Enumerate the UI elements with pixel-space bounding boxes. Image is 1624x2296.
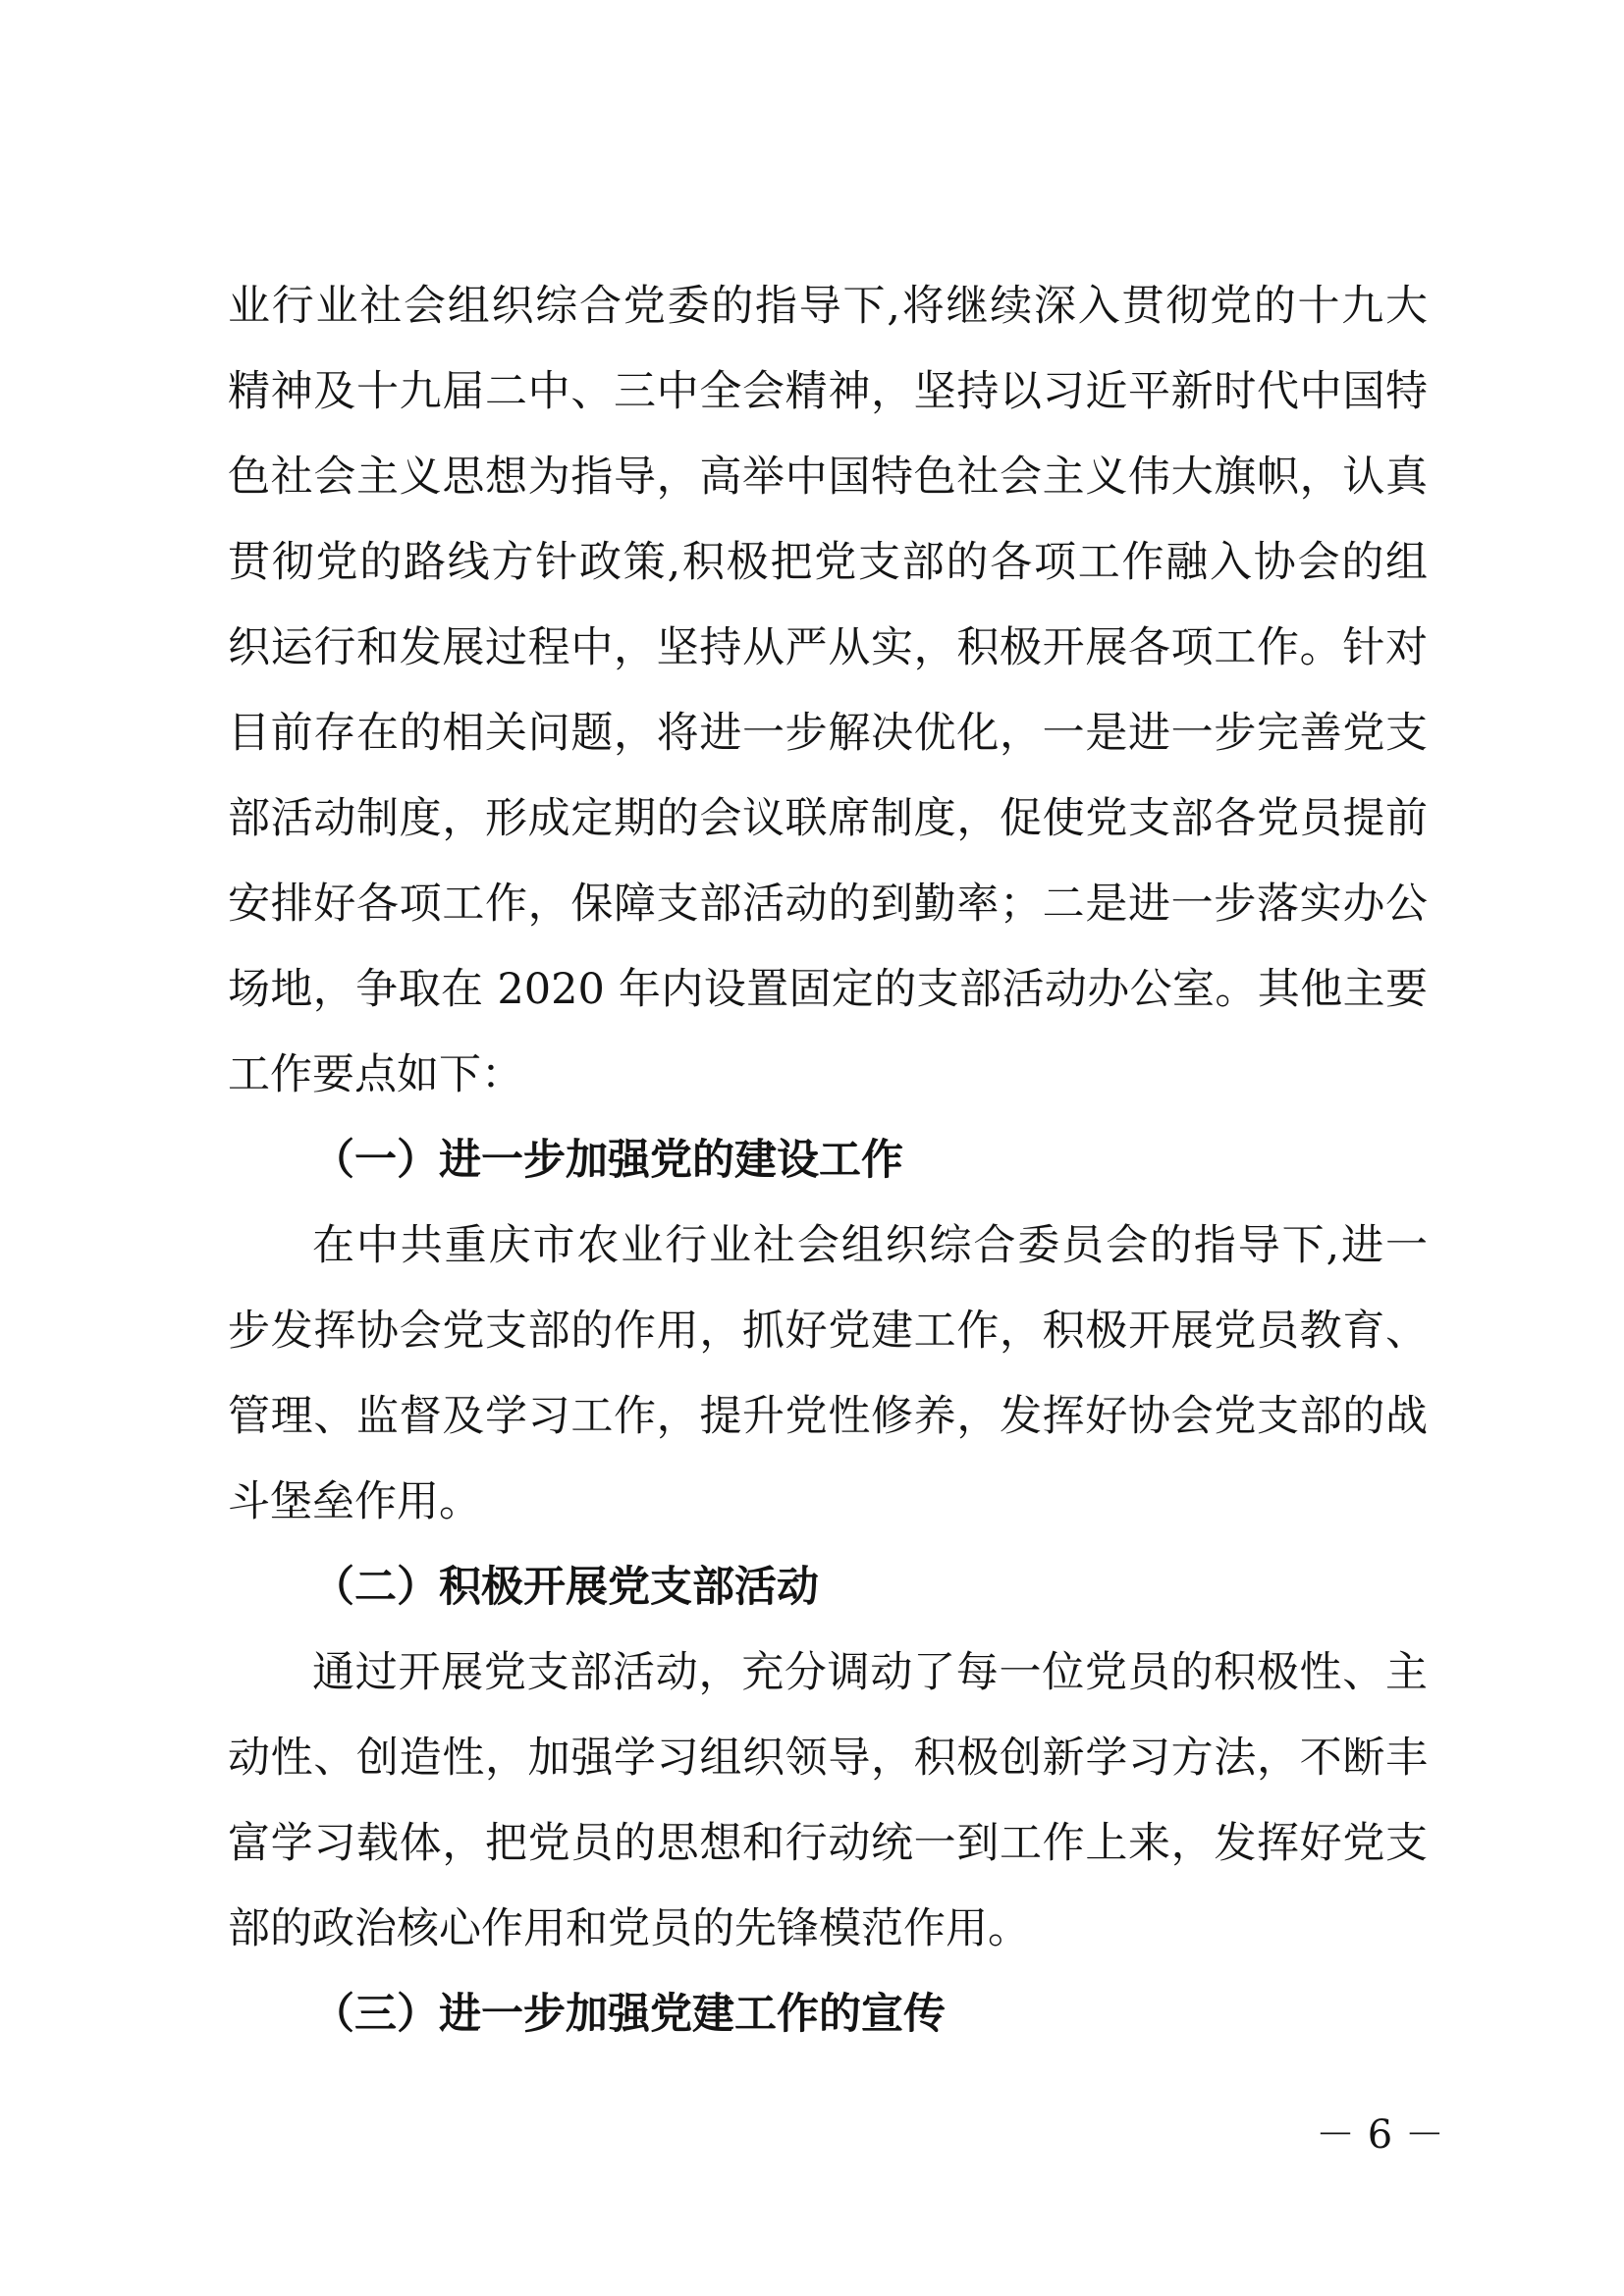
paragraph-1-line-10: 工作要点如下：: [228, 1050, 523, 1099]
section-heading-2: （二）积极开展党支部活动: [312, 1563, 819, 1612]
paragraph-2-line-1: 在中共重庆市农业行业社会组织综合委员会的指导下,进一: [312, 1221, 1428, 1270]
paragraph-3-line-4: 部的政治核心作用和党员的先锋模范作用。: [228, 1904, 1030, 1953]
page-number: － 6 －: [1316, 2112, 1444, 2158]
paragraph-1-line-8: 安排好各项工作，保障支部活动的到勤率；二是进一步落实办公: [228, 880, 1428, 929]
paragraph-1-line-5: 织运行和发展过程中，坚持从严从实，积极开展各项工作。针对: [228, 623, 1428, 672]
paragraph-1-line-3: 色社会主义思想为指导，高举中国特色社会主义伟大旗帜，认真: [228, 453, 1428, 502]
section-heading-3: （三）进一步加强党建工作的宣传: [312, 1990, 946, 2039]
paragraph-1-line-9: 场地，争取在 2020 年内设置固定的支部活动办公室。其他主要: [228, 965, 1428, 1014]
paragraph-1-line-4: 贯彻党的路线方针政策,积极把党支部的各项工作融入协会的组: [228, 538, 1428, 587]
paragraph-3-line-2: 动性、创造性，加强学习组织领导，积极创新学习方法，不断丰: [228, 1734, 1428, 1783]
paragraph-2-line-3: 管理、监督及学习工作，提升党性修养，发挥好协会党支部的战: [228, 1392, 1428, 1441]
paragraph-1-line-7: 部活动制度，形成定期的会议联席制度，促使党支部各党员提前: [228, 794, 1428, 843]
paragraph-3-line-3: 富学习载体，把党员的思想和行动统一到工作上来，发挥好党支: [228, 1819, 1428, 1868]
paragraph-3-line-1: 通过开展党支部活动，充分调动了每一位党员的积极性、主: [312, 1648, 1428, 1697]
paragraph-1-line-6: 目前存在的相关问题，将进一步解决优化，一是进一步完善党支: [228, 709, 1428, 758]
section-heading-1: （一）进一步加强党的建设工作: [312, 1136, 903, 1185]
paragraph-1-line-2: 精神及十九届二中、三中全会精神，坚持以习近平新时代中国特: [228, 367, 1428, 416]
paragraph-1-line-1: 业行业社会组织综合党委的指导下,将继续深入贯彻党的十九大: [228, 282, 1428, 331]
paragraph-2-line-2: 步发挥协会党支部的作用，抓好党建工作，积极开展党员教育、: [228, 1307, 1428, 1356]
paragraph-2-line-4: 斗堡垒作用。: [228, 1477, 481, 1526]
